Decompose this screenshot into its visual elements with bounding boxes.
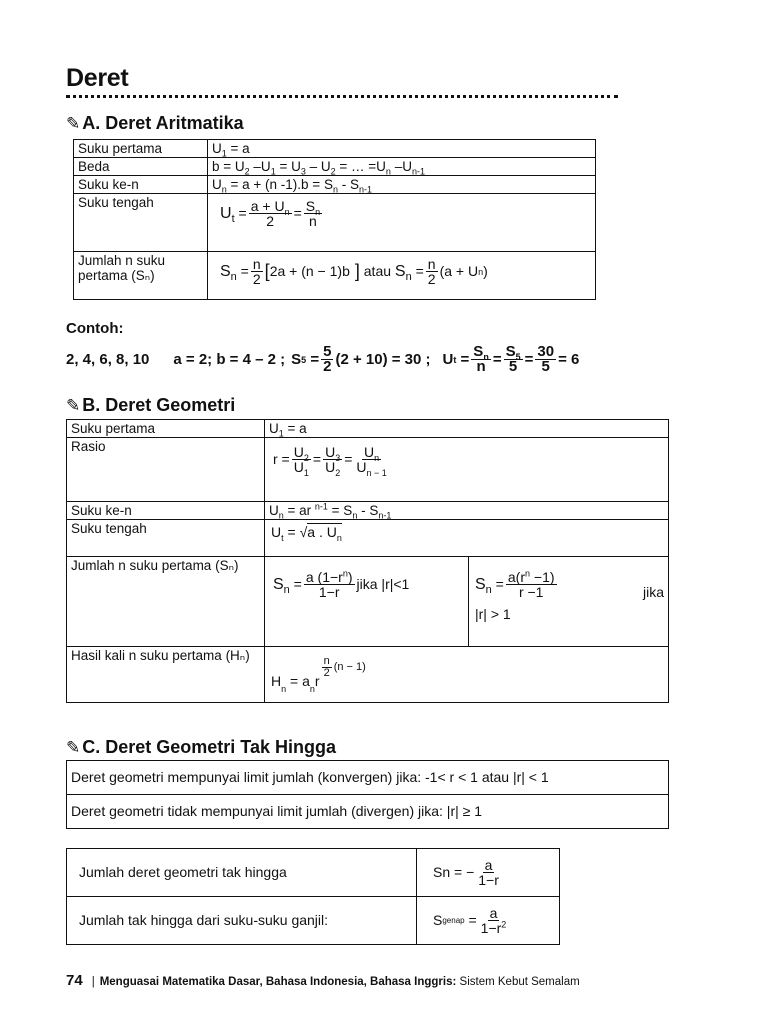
table-row bbox=[67, 897, 560, 945]
title-divider bbox=[66, 95, 618, 98]
table-row bbox=[67, 557, 669, 647]
pencil-icon: ✎ bbox=[66, 396, 81, 415]
row-label: Jumlah n suku pertama (Sₙ) bbox=[67, 557, 265, 647]
row-label: Jumlah deret geometri tak hingga bbox=[67, 849, 417, 897]
table-row bbox=[74, 194, 596, 252]
formula-cell: $U_n = a + (n$ $-1).b = S_n - S_{n-1}$ bbox=[208, 176, 596, 194]
jika-text: jika bbox=[642, 584, 664, 600]
table-row bbox=[74, 252, 596, 300]
example-ab: a = 2; b = 4 – 2 ; bbox=[173, 351, 286, 368]
row-label: Suku ke-n bbox=[74, 176, 208, 194]
table-row bbox=[67, 420, 669, 438]
row-label: Suku tengah bbox=[74, 194, 208, 252]
example-label: Contoh: bbox=[66, 320, 124, 337]
formula-cell: $U_n$ = ar $^{n-1} = S_n - S_{n-1}$ bbox=[265, 502, 669, 520]
row-label: Jumlah n suku pertama (Sₙ) bbox=[74, 252, 208, 300]
table-row bbox=[74, 140, 596, 158]
formula-cell: $U_t$ = $\frac{a + U_n}{2}$ = $\frac{S_n}{n}$ bbox=[208, 194, 596, 252]
atau-text: atau bbox=[363, 263, 392, 279]
pencil-icon: ✎ bbox=[66, 738, 81, 757]
row-label: Rasio bbox=[67, 438, 265, 502]
formula-cell: $S_n$ = $\frac{n}{2}$ [ 2a + (n − 1)b ] atau $S_n$ = $\frac{n}{2}$ (a + U n ) bbox=[208, 252, 596, 300]
row-label: Suku pertama bbox=[74, 140, 208, 158]
formula-cell: $U_t = √a$ . $U_n$ bbox=[265, 520, 669, 557]
table-row bbox=[67, 438, 669, 502]
arithmetic-table bbox=[73, 139, 596, 300]
section-c-heading bbox=[66, 737, 336, 758]
table-row bbox=[67, 849, 560, 897]
row-label: Suku tengah bbox=[67, 520, 265, 557]
table-row bbox=[67, 761, 669, 795]
convergence-table bbox=[66, 760, 669, 829]
geometric-table bbox=[66, 419, 669, 703]
formula-cell: S genap = $\frac{a}{1-r^2}$ bbox=[417, 897, 560, 945]
row-label: Beda bbox=[74, 158, 208, 176]
row-label: Suku ke-n bbox=[67, 502, 265, 520]
section-b-heading-text: B. Deret Geometri bbox=[82, 395, 236, 415]
example-sequence: 2, 4, 6, 8, 10 bbox=[66, 351, 150, 368]
jika-text: jika bbox=[356, 576, 378, 592]
formula-cell: Sn = − $\frac{a}{1-r}$ bbox=[417, 849, 560, 897]
table-row bbox=[67, 795, 669, 829]
example-line bbox=[66, 345, 579, 374]
row-label: Hasil kali n suku pertama (Hₙ) bbox=[67, 647, 265, 703]
pencil-icon: ✎ bbox=[66, 114, 81, 133]
table-row bbox=[67, 520, 669, 557]
table-row bbox=[74, 158, 596, 176]
page-title: Deret bbox=[66, 64, 129, 92]
section-c-heading-text: C. Deret Geometri Tak Hingga bbox=[82, 737, 336, 757]
formula-cell: r = $\frac{U_2}{U_1}$ = $\frac{U_3}{U_2}$ = $\frac{U_n}{U_{n - 1}}$ bbox=[265, 438, 669, 502]
formula-cell: $S_n$ = $\frac{a (1-r^n)}{1-r}$ jika |r|<1 bbox=[265, 557, 469, 647]
footer-separator: | bbox=[91, 976, 95, 988]
formula-cell: $b = U_2$ $-U_1 = U_3 - U_2$ = … $=U_n$ $-U_{n-1}$ bbox=[208, 158, 596, 176]
section-b-heading bbox=[66, 395, 235, 416]
section-a-heading-text: A. Deret Aritmatika bbox=[82, 113, 244, 133]
table-row bbox=[67, 647, 669, 703]
page-number: 74 bbox=[66, 972, 83, 989]
table-row bbox=[67, 502, 669, 520]
convergent-condition: Deret geometri mempunyai limit jumlah (konvergen) jika: -1< r < 1 atau |r| < 1 bbox=[67, 761, 669, 795]
divergent-condition: Deret geometri tidak mempunyai limit jumlah (divergen) jika: |r| ≥ 1 bbox=[67, 795, 669, 829]
formula-cell: $U_1 = a$ bbox=[265, 420, 669, 438]
row-label: Suku pertama bbox=[67, 420, 265, 438]
table-row bbox=[74, 176, 596, 194]
row-label: Jumlah tak hingga dari suku-suku ganjil: bbox=[67, 897, 417, 945]
page-footer bbox=[66, 972, 580, 989]
formula-cell: H n = a n r $\frac{n}{2}$ (n − 1) bbox=[265, 647, 669, 703]
section-a-heading bbox=[66, 113, 244, 134]
example-s5: S 5 = $\frac{5}{2}$ (2 + 10) = 30 ; bbox=[291, 343, 431, 375]
formula-cell: $S_n$ = $\frac{a(r^n -1)}{r -1}$ jika |r| > 1 bbox=[469, 557, 669, 647]
infinite-sum-table bbox=[66, 848, 560, 945]
formula-cell: $U_1 = a$ bbox=[208, 140, 596, 158]
book-subtitle: Sistem Kebut Semalam bbox=[459, 976, 580, 988]
example-ut: U t = $\frac{S_n}{n}$ = $\frac{S_5}{5}$ = $\frac{30}{5}$ = 6 bbox=[442, 343, 580, 375]
book-title: Menguasai Matematika Dasar, Bahasa Indonesia, Bahasa Inggris: bbox=[99, 976, 457, 988]
